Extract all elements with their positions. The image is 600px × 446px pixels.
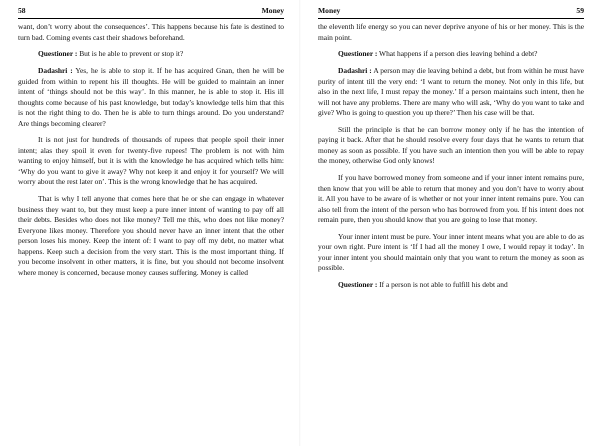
- right-page-header: [318, 4, 584, 19]
- paragraph: [18, 22, 284, 43]
- book-gutter: [299, 0, 301, 446]
- paragraph: [18, 135, 284, 188]
- speaker-label: Dadashri :: [338, 66, 372, 76]
- paragraph: [318, 125, 584, 167]
- paragraph: [318, 66, 584, 119]
- speaker-label: Dadashri :: [38, 66, 73, 76]
- left-page: [18, 0, 284, 446]
- paragraph-text: Your inner intent must be pure. Your inner intent means what you are able to do as your own right. Pure intent is ‘If I had all the money I owe, I would repay it today’. In your inner intent you should maintain only that you want to return the money as soon as possible.: [318, 231, 584, 273]
- paragraph: [18, 49, 284, 60]
- speaker-label: Questioner :: [338, 280, 378, 290]
- left-page-number: 58: [18, 6, 26, 15]
- right-page: [318, 0, 584, 446]
- paragraph: [18, 194, 284, 278]
- paragraph-text: Still the principle is that he can borrow money only if he has the intention of paying it back. After that he should resolve every four days that he wants to return that money as soon as possible. If you have such an intention then you will be able to repay the money, otherwise God only knows!: [318, 124, 584, 166]
- speaker-label: Questioner :: [38, 49, 78, 59]
- paragraph-text: the eleventh life energy so you can never deprive anyone of his or her money. This is the main point.: [318, 22, 584, 42]
- paragraph-text: If you have borrowed money from someone and if your inner intent remains pure, then know that you will be able to return that money and you don’t have to worry about it. All you have to be aware of is whether or not your inner intent remains pure. You can also tell from the intent of the person who has borrowed from you. If his intent does not remain pure, then you should know that you are going to lose that money.: [318, 173, 584, 225]
- paragraph-text: But is he able to prevent or stop it?: [77, 49, 184, 59]
- paragraph-text: If a person is not able to fulfill his debt and: [377, 280, 508, 290]
- paragraph: [318, 22, 584, 43]
- paragraph-text: What happens if a person dies leaving behind a debt?: [377, 49, 538, 59]
- left-page-body: [18, 22, 284, 278]
- paragraph: [318, 280, 584, 291]
- left-running-title: Money: [261, 6, 284, 15]
- paragraph: [318, 173, 584, 226]
- left-page-header: [18, 4, 284, 19]
- paragraph: [318, 49, 584, 60]
- paragraph-text: That is why I tell anyone that comes here that he or she can engage in whatever business they want to, but they must keep a pure inner intent of wanting to pay off all their debts. Besides who does not like money? Tell me this, who does not like money? Everyone likes money. Therefore you should never have an inner intent that the other person loses his money. Keep the intent of: I want to pay off my debt, no matter what happens. Keep such a decision from the very start. This is the most important thing. If you become insolvent in other matters, it is fine, but you should not become insolvent where money is concerned, because money causes suffering. Money is called: [18, 194, 284, 277]
- paragraph: [318, 232, 584, 274]
- right-page-body: [318, 22, 584, 291]
- paragraph-text: A person may die leaving behind a debt, but from within he must have purity of intent till the very end: ‘I want to return the money. Not only in this life, but also in the next life, I must repay the money.’ If a person maintains such intent, then he will not have any problems. There are many who will ask, ‘Why do you want to take and give? Who is going to question you up there?’ Then his case will be that.: [318, 66, 584, 118]
- paragraph-text: want, don’t worry about the consequences’. This happens because his fate is destined to turn bad. Coming events cast their shadows beforehand.: [18, 22, 284, 42]
- paragraph: [18, 66, 284, 129]
- paragraph-text: It is not just for hundreds of thousands of rupees that people spoil their inner intent; alas they spoil it even for twenty-five rupees! The problem is not with him wanting to enjoy himself, but it is with the knowledge he has acquired which tells him: ‘Why do you want to give it away? Why not keep it and enjoy it for yourself? We will worry about the rest later on’. This is the wrong knowledge that he has acquired.: [18, 135, 284, 187]
- right-page-number: 59: [576, 6, 584, 15]
- paragraph-text: Yes, he is able to stop it. If he has acquired Gnan, then he will be guided from within to repent his ill thoughts. He will be guided to maintain an inner intent of ‘things should not be this way’. In this manner, he is able to stop it. His ill thoughts come because of his past knowledge, but today’s knowledge tells him that this is not the right thing to do. Then he is able to turn things around. Do you understand? Are things becoming clearer?: [18, 66, 284, 128]
- right-running-title: Money: [318, 6, 341, 15]
- speaker-label: Questioner :: [338, 49, 378, 59]
